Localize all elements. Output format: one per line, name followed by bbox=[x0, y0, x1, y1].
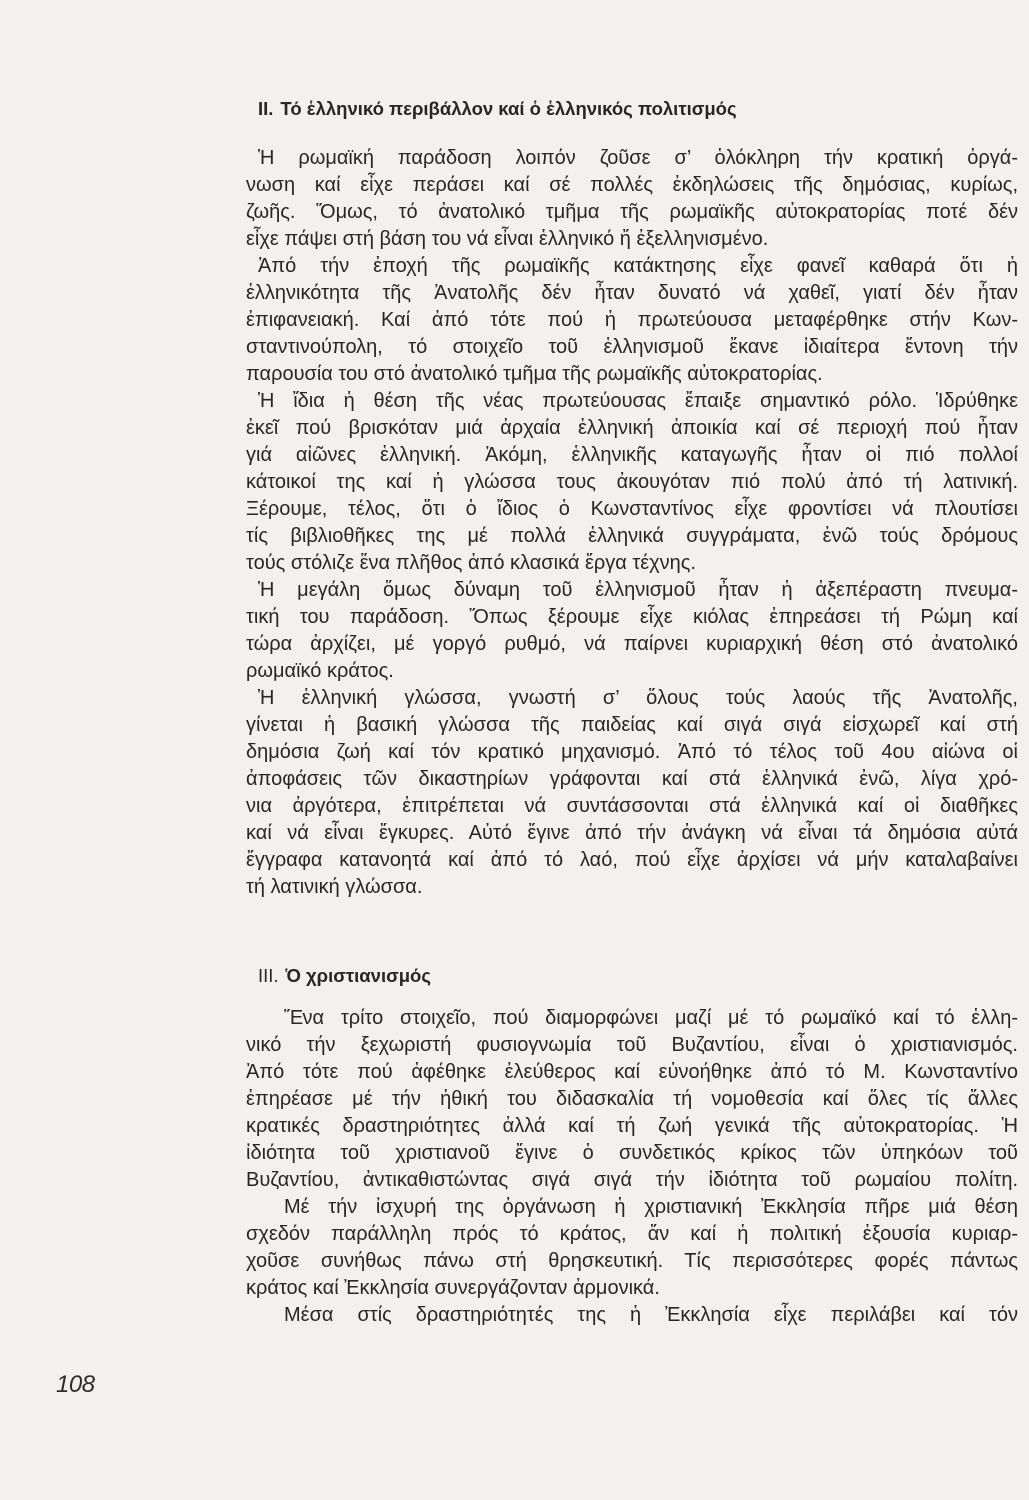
section-heading bbox=[258, 962, 431, 989]
text-line: παρουσία του στό ἀνατολικό τμῆμα τῆς ρωμαϊκῆς αὐτοκρατορίας. bbox=[246, 363, 823, 385]
text-line: κράτος καί Ἐκκλησία συνεργάζονταν ἁρμονικά. bbox=[246, 1277, 660, 1299]
text-line: νια ἀργότερα, ἐπιτρέπεται νά συντάσσονται στά ἑλληνικά καί οἱ διαθῆκες bbox=[246, 795, 1018, 817]
text-line: Ἡ ρωμαϊκή παράδοση λοιπόν ζοῦσε σ’ ὁλόκληρη τήν κρατική ὀργά- bbox=[258, 147, 1018, 169]
text-line: Μέσα στίς δραστηριότητές της ἡ Ἐκκλησία εἶχε περιλάβει καί τόν bbox=[284, 1304, 1018, 1326]
text-line: ἑλληνικότητα τῆς Ἀνατολῆς δέν ἦταν δυνατό νά χαθεῖ, γιατί δέν ἦταν bbox=[246, 282, 1018, 304]
paragraph bbox=[246, 1302, 1018, 1329]
text-line: γίνεται ἡ βασική γλώσσα τῆς παιδείας καί σιγά σιγά εἰσχωρεῖ καί στή bbox=[246, 714, 1018, 736]
section-title: Τό ἑλληνικό περιβάλλον καί ὁ ἑλληνικός πολιτισμός bbox=[280, 98, 737, 119]
section-numeral: II. bbox=[258, 98, 274, 119]
text-line: Ἀπό τήν ἐποχή τῆς ρωμαϊκῆς κατάκτησης εἶχε φανεῖ καθαρά ὅτι ἡ bbox=[258, 255, 1018, 277]
text-line: νικό τήν ξεχωριστή φυσιογνωμία τοῦ Βυζαντίου, εἶναι ὁ χριστιανισμός. bbox=[246, 1034, 1018, 1056]
paragraph bbox=[246, 253, 1018, 388]
text-line: τίς βιβλιοθῆκες της μέ πολλά ἑλληνικά συγγράματα, ἐνῶ τούς δρόμους bbox=[246, 525, 1018, 547]
text-line: σταντινούπολη, τό στοιχεῖο τοῦ ἑλληνισμοῦ ἔκανε ἰδιαίτερα ἔντονη τήν bbox=[246, 336, 1018, 358]
paragraph bbox=[246, 1194, 1018, 1302]
text-line: τούς στόλιζε ἕνα πλῆθος ἀπό κλασικά ἔργα τέχνης. bbox=[246, 552, 696, 574]
text-line: Ἕνα τρίτο στοιχεῖο, πού διαμορφώνει μαζί μέ τό ρωμαϊκό καί τό ἑλλη- bbox=[284, 1007, 1018, 1029]
paragraph bbox=[246, 145, 1018, 253]
page-number: 108 bbox=[56, 1371, 95, 1398]
text-line: ζωῆς. Ὅμως, τό ἀνατολικό τμῆμα τῆς ρωμαϊκῆς αὐτοκρατορίας ποτέ δέν bbox=[246, 201, 1018, 223]
text-line: ἀποφάσεις τῶν δικαστηρίων γράφονται καί στά ἑλληνικά ἐνῶ, λίγα χρό- bbox=[246, 768, 1018, 790]
text-line: νωση καί εἶχε περάσει καί σέ πολλές ἐκδηλώσεις τῆς δημόσιας, κυρίως, bbox=[246, 174, 1018, 196]
text-line: ἐπιφανειακή. Καί ἀπό τότε πού ἡ πρωτεύουσα μεταφέρθηκε στήν Κων- bbox=[246, 309, 1018, 331]
text-line: δημόσια ζωή καί τόν κρατικό μηχανισμό. Ἀπό τό τέλος τοῦ 4ου αἰώνα οἱ bbox=[246, 741, 1018, 763]
text-line: χοῦσε συνήθως πάνω στή θρησκευτική. Τίς περισσότερες φορές πάντως bbox=[246, 1250, 1018, 1272]
text-line: τική του παράδοση. Ὅπως ξέρουμε εἶχε κιόλας ἐπηρεάσει τή Ρώμη καί bbox=[246, 606, 1018, 628]
paragraph bbox=[246, 685, 1018, 901]
section-body bbox=[246, 145, 1018, 901]
text-line: Μέ τήν ἰσχυρή της ὀργάνωση ἡ χριστιανική Ἐκκλησία πῆρε μιά θέση bbox=[284, 1196, 1018, 1218]
text-line: γιά αἰῶνες ἑλληνική. Ἀκόμη, ἑλληνικῆς καταγωγῆς ἦταν οἱ πιό πολλοί bbox=[246, 444, 1018, 466]
text-line: Ξέρουμε, τέλος, ὅτι ὁ ἴδιος ὁ Κωνσταντίνος εἶχε φροντίσει νά πλουτίσει bbox=[246, 498, 1018, 520]
section-numeral: III. bbox=[258, 965, 279, 986]
text-line: ἰδιότητα τοῦ χριστιανοῦ ἔγινε ὁ συνδετικός κρίκος τῶν ὑπηκόων τοῦ bbox=[246, 1142, 1018, 1164]
text-line: Ἡ ἴδια ἡ θέση τῆς νέας πρωτεύουσας ἔπαιξε σημαντικό ρόλο. Ἱδρύθηκε bbox=[258, 390, 1018, 412]
paragraph bbox=[246, 1005, 1018, 1194]
text-line: κρατικές δραστηριότητες ἀλλά καί τή ζωή γενικά τῆς αὐτοκρατορίας. Ἡ bbox=[246, 1115, 1018, 1137]
text-line: Ἀπό τότε πού ἀφέθηκε ἐλεύθερος καί εὐνοήθηκε ἀπό τό Μ. Κωνσταντίνο bbox=[246, 1061, 1018, 1083]
text-line: τώρα ἀρχίζει, μέ γοργό ρυθμό, νά παίρνει κυριαρχική θέση στό ἀνατολικό bbox=[246, 633, 1018, 655]
section-body bbox=[246, 1005, 1018, 1329]
section-title: Ὁ χριστιανισμός bbox=[285, 965, 431, 986]
text-line: Βυζαντίου, ἀντικαθιστώντας σιγά σιγά τήν ἰδιότητα τοῦ ρωμαίου πολίτη. bbox=[246, 1169, 1018, 1191]
text-line: ρωμαϊκό κράτος. bbox=[246, 660, 394, 682]
text-line: σχεδόν παράλληλη πρός τό κράτος, ἄν καί ἡ πολιτική ἐξουσία κυριαρ- bbox=[246, 1223, 1018, 1245]
text-line: Ἡ ἑλληνική γλώσσα, γνωστή σ’ ὅλους τούς λαούς τῆς Ἀνατολῆς, bbox=[258, 687, 1018, 709]
section-heading bbox=[258, 95, 737, 122]
text-line: κάτοικοί της καί ἡ γλώσσα τους ἀκουγόταν πιό πολύ ἀπό τή λατινική. bbox=[246, 471, 1018, 493]
paragraph bbox=[246, 388, 1018, 577]
text-line: εἶχε πάψει στή βάση του νά εἶναι ἑλληνικό ἤ ἐξελληνισμένο. bbox=[246, 228, 769, 250]
text-line: καί νά εἶναι ἔγκυρες. Αὐτό ἔγινε ἀπό τήν ἀνάγκη νά εἶναι τά δημόσια αὐτά bbox=[246, 822, 1018, 844]
text-line: ἐκεῖ πού βρισκόταν μιά ἀρχαία ἑλληνική ἀποικία καί σέ περιοχή πού ἦταν bbox=[246, 417, 1018, 439]
text-line: ἐπηρέασε μέ τήν ἠθική του διδασκαλία τή νομοθεσία καί ὅλες τίς ἄλλες bbox=[246, 1088, 1018, 1110]
text-line: ἔγγραφα κατανοητά καί ἀπό τό λαό, πού εἶχε ἀρχίσει νά μήν καταλαβαίνει bbox=[246, 849, 1018, 871]
paragraph bbox=[246, 577, 1018, 685]
text-line: Ἡ μεγάλη ὅμως δύναμη τοῦ ἑλληνισμοῦ ἦταν ἡ ἀξεπέραστη πνευμα- bbox=[258, 579, 1018, 601]
text-line: τή λατινική γλώσσα. bbox=[246, 876, 423, 898]
